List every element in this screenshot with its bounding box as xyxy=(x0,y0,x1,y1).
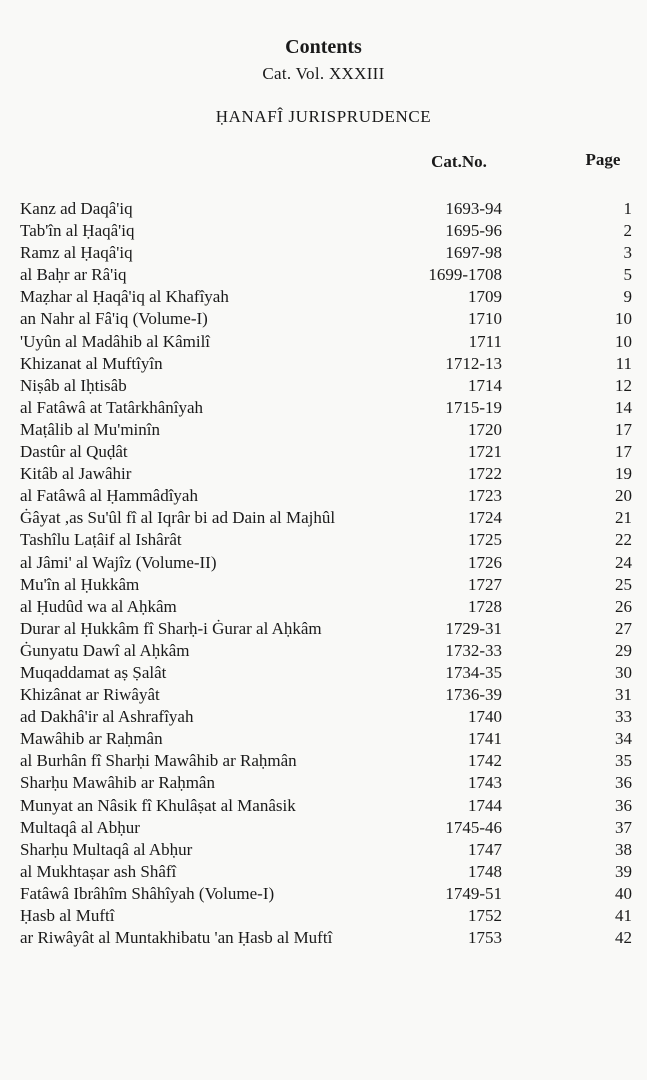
contents-entry xyxy=(0,861,647,883)
contents-entry xyxy=(0,574,647,596)
contents-entry xyxy=(0,507,647,529)
entry-cat-no: 1693-94 xyxy=(445,199,502,218)
entry-cat-no: 1747 xyxy=(468,839,502,859)
entry-title: Khizânat ar Riwâyât xyxy=(20,685,160,705)
contents-entry xyxy=(0,883,647,905)
entry-page-number: 36 xyxy=(615,795,632,815)
entry-title: Maṭâlib al Mu'minîn xyxy=(20,419,160,439)
entry-page-number: 35 xyxy=(615,751,632,771)
contents-entry xyxy=(0,198,647,220)
entry-page-number: 27 xyxy=(615,618,632,638)
contents-entry xyxy=(0,353,647,375)
entry-title: Muqaddamat aṣ Ṣalât xyxy=(20,662,167,682)
entry-title: ad Dakhâ'ir al Ashrafîyah xyxy=(20,707,194,727)
entry-title: Tab'în al Ḥaqâ'iq xyxy=(20,221,135,241)
entry-title: Tashîlu Laṭâif al Ishârât xyxy=(20,530,182,550)
volume-subtitle: Cat. Vol. XXXIII xyxy=(262,64,385,83)
contents-entry xyxy=(0,905,647,927)
entry-page-number: 21 xyxy=(615,508,632,528)
entry-cat-no: 1699-1708 xyxy=(428,265,502,285)
entry-title: al Mukhtaṣar ash Shâfî xyxy=(20,861,177,881)
entry-title: al Fatâwâ al Ḥammâdîyah xyxy=(20,486,198,506)
entry-cat-no: 1743 xyxy=(468,773,502,793)
entry-page-number: 41 xyxy=(615,906,632,925)
entry-cat-no: 1710 xyxy=(468,309,502,329)
contents-entry xyxy=(0,750,647,772)
entry-cat-no: 1734-35 xyxy=(445,662,502,682)
entry-title: Mawâhib ar Raḥmân xyxy=(20,729,163,749)
contents-entry xyxy=(0,529,647,551)
contents-entry xyxy=(0,927,647,949)
entry-title: al Fatâwâ at Tatârkhânîyah xyxy=(20,397,204,417)
entry-page-number: 24 xyxy=(615,552,632,572)
entry-page-number: 26 xyxy=(615,596,632,616)
entry-cat-no: 1752 xyxy=(468,906,502,925)
entry-cat-no: 1723 xyxy=(468,486,502,506)
contents-entry xyxy=(0,640,647,662)
entry-title: Durar al Ḥukkâm fî Sharḥ-i Ġurar al Aḥkâm xyxy=(20,618,322,638)
entry-page-number: 31 xyxy=(615,685,632,705)
contents-entry xyxy=(0,839,647,861)
entry-title: al Jâmi' al Wajîz (Volume-II) xyxy=(20,552,217,572)
entry-page-number: 34 xyxy=(615,729,632,749)
entry-page-number: 42 xyxy=(615,928,632,948)
contents-entry xyxy=(0,817,647,839)
contents-entry xyxy=(0,795,647,817)
contents-entry xyxy=(0,220,647,242)
contents-entry xyxy=(0,552,647,574)
entry-title: Fatâwâ Ibrâhîm Shâhîyah (Volume-I) xyxy=(20,883,275,903)
entry-cat-no: 1741 xyxy=(468,729,502,749)
entry-title: Munyat an Nâsik fî Khulâṣat al Manâsik xyxy=(20,795,296,815)
entry-title: al Ḥudûd wa al Aḥkâm xyxy=(20,596,177,616)
entry-title: al Burhân fî Sharḥi Mawâhib ar Raḥmân xyxy=(20,751,297,771)
entry-cat-no: 1695-96 xyxy=(445,221,502,241)
entry-cat-no: 1711 xyxy=(468,331,502,351)
entry-title: Khizanat al Muftîyîn xyxy=(20,353,163,373)
entry-page-number: 30 xyxy=(615,662,632,682)
contents-entry xyxy=(0,308,647,330)
page-column-header: Page xyxy=(585,150,621,169)
contents-entry xyxy=(0,485,647,507)
entry-page-number: 10 xyxy=(615,331,632,351)
entry-title: Sharḥu Mawâhib ar Raḥmân xyxy=(20,773,215,793)
entry-title: al Baḥr ar Râ'iq xyxy=(20,265,127,285)
entry-cat-no: 1736-39 xyxy=(445,685,502,705)
contents-entry xyxy=(0,375,647,397)
contents-list xyxy=(0,198,647,949)
entry-page-number: 22 xyxy=(615,530,632,550)
entry-page-number: 11 xyxy=(615,353,632,373)
page-title: Contents xyxy=(285,36,362,58)
entry-page-number: 14 xyxy=(615,397,632,417)
entry-page-number: 20 xyxy=(615,486,632,506)
contents-entry xyxy=(0,684,647,706)
entry-title: Ġâyat ,as Su'ûl fî al Iqrâr bi ad Dain al Majhûl xyxy=(20,508,336,528)
entry-title: an Nahr al Fâ'iq (Volume-I) xyxy=(20,309,208,329)
entry-cat-no: 1745-46 xyxy=(445,817,502,837)
entry-title: Ġunyatu Dawî al Aḥkâm xyxy=(20,640,190,660)
entry-cat-no: 1714 xyxy=(468,375,502,395)
entry-cat-no: 1697-98 xyxy=(445,243,502,263)
entry-title: 'Uyûn al Madâhib al Kâmilî xyxy=(20,331,211,351)
entry-cat-no: 1722 xyxy=(468,464,502,484)
contents-entry xyxy=(0,772,647,794)
entry-title: Niṣâb al Iḥtisâb xyxy=(20,375,127,395)
entry-page-number: 39 xyxy=(615,861,632,881)
entry-page-number: 2 xyxy=(623,221,632,241)
entry-title: Maẓhar al Ḥaqâ'iq al Khafîyah xyxy=(20,287,229,307)
contents-entry xyxy=(0,331,647,353)
entry-page-number: 33 xyxy=(615,707,632,727)
entry-page-number: 9 xyxy=(623,287,632,307)
contents-entry xyxy=(0,397,647,419)
entry-cat-no: 1720 xyxy=(468,419,502,439)
contents-entry xyxy=(0,596,647,618)
entry-page-number: 10 xyxy=(615,309,632,329)
entry-page-number: 38 xyxy=(615,839,632,859)
entry-cat-no: 1726 xyxy=(468,552,502,572)
entry-title: Multaqâ al Abḥur xyxy=(20,817,140,837)
contents-entry xyxy=(0,286,647,308)
entry-cat-no: 1715-19 xyxy=(445,397,502,417)
entry-page-number: 1 xyxy=(623,199,632,218)
contents-entry xyxy=(0,441,647,463)
entry-title: Ḥasb al Muftî xyxy=(20,906,115,925)
entry-cat-no: 1725 xyxy=(468,530,502,550)
entry-page-number: 17 xyxy=(615,419,632,439)
entry-title: ar Riwâyât al Muntakhibatu 'an Ḥasb al Muftî xyxy=(20,928,333,948)
entry-cat-no: 1742 xyxy=(468,751,502,771)
entry-title: Ramz al Ḥaqâ'iq xyxy=(20,243,133,263)
contents-entry xyxy=(0,419,647,441)
cat-no-column-header: Cat.No. xyxy=(431,152,487,171)
entry-page-number: 40 xyxy=(615,883,632,903)
entry-cat-no: 1744 xyxy=(468,795,502,815)
entry-cat-no: 1709 xyxy=(468,287,502,307)
entry-page-number: 36 xyxy=(615,773,632,793)
entry-page-number: 37 xyxy=(615,817,632,837)
entry-page-number: 29 xyxy=(615,640,632,660)
contents-entry xyxy=(0,728,647,750)
contents-entry xyxy=(0,706,647,728)
entry-cat-no: 1740 xyxy=(468,707,502,727)
entry-title: Kitâb al Jawâhir xyxy=(20,464,132,484)
entry-title: Sharḥu Multaqâ al Abḥur xyxy=(20,839,193,859)
contents-entry xyxy=(0,242,647,264)
contents-entry xyxy=(0,618,647,640)
section-heading: ḤANAFÎ JURISPRUDENCE xyxy=(215,107,432,126)
entry-cat-no: 1753 xyxy=(468,928,502,948)
entry-cat-no: 1749-51 xyxy=(445,883,502,903)
entry-cat-no: 1728 xyxy=(468,596,502,616)
entry-cat-no: 1729-31 xyxy=(445,618,502,638)
entry-cat-no: 1748 xyxy=(468,861,502,881)
contents-entry xyxy=(0,463,647,485)
entry-cat-no: 1724 xyxy=(468,508,502,528)
entry-title: Kanz ad Daqâ'iq xyxy=(20,199,133,218)
entry-cat-no: 1712-13 xyxy=(445,353,502,373)
entry-cat-no: 1732-33 xyxy=(445,640,502,660)
contents-entry xyxy=(0,662,647,684)
contents-entry xyxy=(0,264,647,286)
entry-page-number: 19 xyxy=(615,464,632,484)
entry-title: Dastûr al Quḍât xyxy=(20,442,128,462)
entry-cat-no: 1721 xyxy=(468,442,502,462)
entry-page-number: 17 xyxy=(615,442,632,462)
entry-page-number: 3 xyxy=(623,243,632,263)
entry-page-number: 5 xyxy=(623,265,632,285)
entry-page-number: 12 xyxy=(615,375,632,395)
entry-title: Mu'în al Ḥukkâm xyxy=(20,574,140,594)
entry-cat-no: 1727 xyxy=(468,574,502,594)
entry-page-number: 25 xyxy=(615,574,632,594)
